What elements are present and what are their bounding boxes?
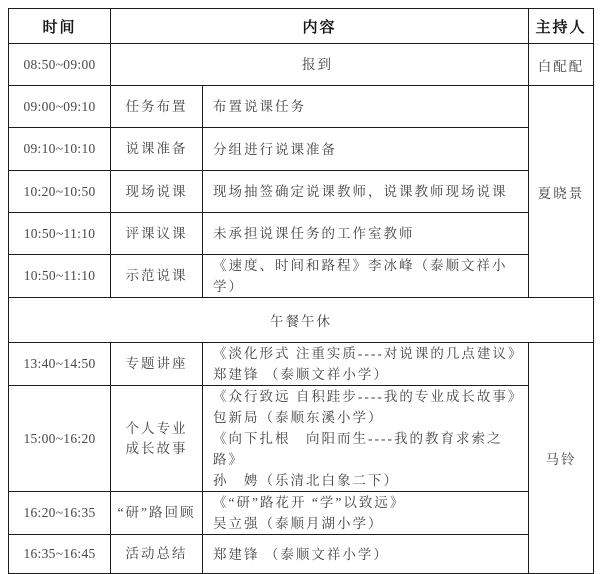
time-cell: 10:20~10:50 bbox=[9, 171, 111, 213]
time-cell: 10:50~11:10 bbox=[9, 213, 111, 255]
detail-cell: 报到 bbox=[111, 44, 529, 86]
activity-cell: 示范说课 bbox=[111, 255, 203, 298]
detail-line: 《众行致远 自积跬步----我的专业成长故事》 bbox=[213, 389, 524, 404]
activity-cell: 说课准备 bbox=[111, 128, 203, 171]
table-header-row bbox=[9, 9, 594, 44]
detail-line: 《淡化形式 注重实质----对说课的几点建议》 bbox=[213, 346, 524, 361]
table-row-evaluation bbox=[9, 213, 594, 255]
activity-cell: “研”路回顾 bbox=[111, 492, 203, 535]
table-row-checkin bbox=[9, 44, 594, 86]
table-row-demo-talk bbox=[9, 255, 594, 298]
detail-cell: 布置说课任务 bbox=[203, 86, 529, 128]
activity-cell: 任务布置 bbox=[111, 86, 203, 128]
host-cell: 白配配 bbox=[529, 44, 594, 86]
detail-cell: 未承担说课任务的工作室教师 bbox=[203, 213, 529, 255]
table-row-review bbox=[9, 492, 594, 535]
schedule-table bbox=[8, 8, 594, 574]
table-row-lecture bbox=[9, 343, 594, 386]
time-cell: 16:20~16:35 bbox=[9, 492, 111, 535]
table-row-summary bbox=[9, 535, 594, 574]
time-cell: 09:00~09:10 bbox=[9, 86, 111, 128]
table-row-onsite-talk bbox=[9, 171, 594, 213]
activity-cell: 现场说课 bbox=[111, 171, 203, 213]
header-time: 时间 bbox=[9, 9, 111, 44]
lunch-cell: 午餐午休 bbox=[9, 298, 594, 343]
activity-cell: 专题讲座 bbox=[111, 343, 203, 386]
host-cell-afternoon: 马铃 bbox=[529, 343, 594, 574]
table-row-lunch bbox=[9, 298, 594, 343]
time-cell: 09:10~10:10 bbox=[9, 128, 111, 171]
detail-line: 郑建锋 （泰顺文祥小学） bbox=[213, 367, 389, 382]
time-cell: 15:00~16:20 bbox=[9, 386, 111, 492]
detail-line: 《向下扎根 向阳而生----我的教育求索之路》 bbox=[213, 431, 503, 467]
activity-line: 成长故事 bbox=[125, 440, 188, 456]
header-content: 内容 bbox=[111, 9, 529, 44]
detail-line: 《“研”路花开 “学”以致远》 bbox=[213, 495, 406, 510]
detail-cell: 郑建锋 （泰顺文祥小学） bbox=[203, 535, 529, 574]
detail-line: 孙 娉（乐清北白象二下） bbox=[213, 473, 399, 488]
time-cell: 08:50~09:00 bbox=[9, 44, 111, 86]
time-cell: 13:40~14:50 bbox=[9, 343, 111, 386]
activity-cell: 评课议课 bbox=[111, 213, 203, 255]
detail-line: 吴立强（泰顺月湖小学） bbox=[213, 516, 384, 531]
activity-line: 个人专业 bbox=[125, 420, 188, 436]
time-cell: 10:50~11:10 bbox=[9, 255, 111, 298]
activity-cell: 活动总结 bbox=[111, 535, 203, 574]
detail-cell bbox=[203, 386, 529, 492]
header-host: 主持人 bbox=[529, 9, 594, 44]
time-cell: 16:35~16:45 bbox=[9, 535, 111, 574]
detail-cell: 分组进行说课准备 bbox=[203, 128, 529, 171]
detail-cell bbox=[203, 492, 529, 535]
table-row-task-assignment bbox=[9, 86, 594, 128]
detail-cell: 《速度、时间和路程》李冰峰（泰顺文祥小学） bbox=[203, 255, 529, 298]
host-cell-morning: 夏晓景 bbox=[529, 86, 594, 298]
table-row-preparation bbox=[9, 128, 594, 171]
detail-cell: 现场抽签确定说课教师，说课教师现场说课 bbox=[203, 171, 529, 213]
detail-line: 包新局（泰顺东溪小学） bbox=[213, 410, 384, 425]
activity-cell bbox=[111, 386, 203, 492]
table-row-growth-stories bbox=[9, 386, 594, 492]
detail-cell bbox=[203, 343, 529, 386]
